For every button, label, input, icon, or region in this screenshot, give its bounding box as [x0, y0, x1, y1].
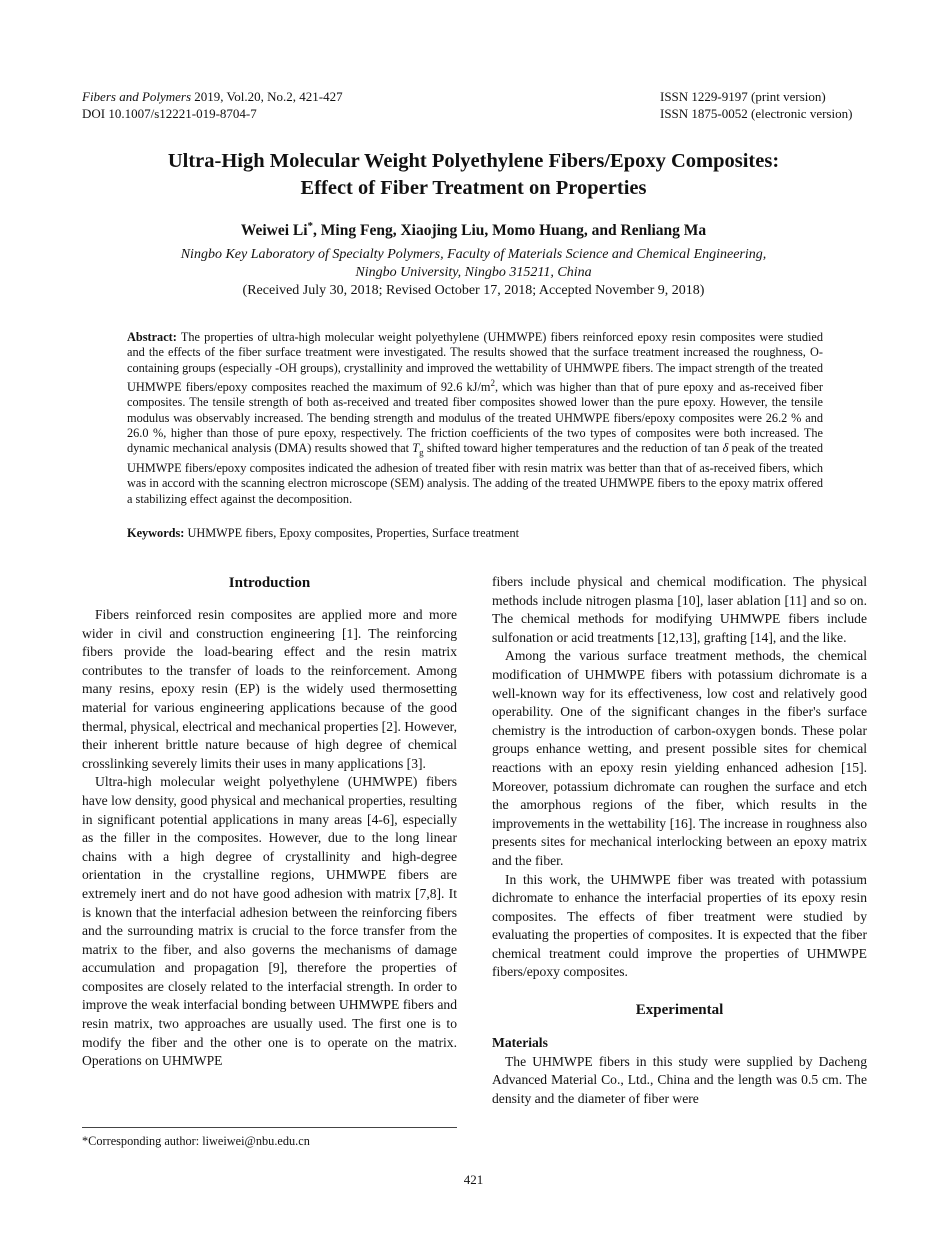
running-header-left [82, 88, 343, 122]
keywords-text: UHMWPE fibers, Epoxy composites, Properties, Surface treatment [184, 526, 520, 540]
abstract-label: Abstract: [127, 330, 177, 344]
footnote-divider [82, 1127, 457, 1128]
corresponding-mark: * [307, 220, 314, 232]
affiliation-line-1: Ningbo Key Laboratory of Specialty Polymers, Faculty of Materials Science and Chemical Engineering, [180, 247, 767, 262]
delta-symbol: δ [722, 441, 729, 456]
intro-paragraph-2: Ultra-high molecular weight polyethylene (UHMWPE) fibers have low density, good physical and mechanical properties, resulting in significant potential applications in many areas [4-6], especially as the filler in the composites. However, due to the long linear chains with a high degree of crystallinity and high-degree orientation in the crystalline regions, UHMWPE fibers are extremely inert and do not have good adhesion with matrix [7,8]. It is known that the interfacial adhesion between the reinforcing fibers and the surrounding matrix is crucial to the force transfer from the matrix to the fiber, and also governs the mechanisms of damage accumulation and propagation [9], therefore the properties of composites are closely related to the interfacial strength. In order to improve the weak interfacial bonding between UHMWPE fibers and resin matrix, two approaches are usually used. The first one is to modify the fiber and the other one is to operate on the matrix. Operations on UHMWPE [82, 774, 457, 1069]
abstract-superscript: 2 [490, 377, 495, 388]
corresponding-author-footnote: *Corresponding author: liweiwei@nbu.edu.cn [82, 1134, 310, 1148]
issn-electronic: ISSN 1875-0052 (electronic version) [660, 106, 853, 121]
intro-paragraph-3: Among the various surface treatment methods, the chemical modification of UHMWPE fibers with potassium dichromate is a well-known way for its effectiveness, low cost and relatively good operability. One of the significant changes in the fiber's surface chemistry is the introduction of carbon-oxygen bonds. These polar groups enhance wetting, and present possible sites for chemical reactions with an epoxy resin yielding enhanced adhesion [15]. Moreover, potassium dichromate can roughen the surface and etch the amorphous regions of the fiber, which results in the improvements in the wettability [16]. The increase in roughness also presents sites for mechanical interlocking between an epoxy matrix and the fiber. [492, 648, 867, 868]
affiliation [0, 246, 947, 300]
abstract-text-3: shifted toward higher temperatures and the reduction of tan [423, 441, 723, 456]
tg-symbol: T [412, 441, 420, 456]
introduction-heading: Introduction [228, 575, 311, 591]
materials-paragraph: The UHMWPE fibers in this study were supplied by Dacheng Advanced Material Co., Ltd., China and the length was 0.5 cm. The density and the diameter of fiber were [492, 1053, 867, 1106]
volume-info: 2019, Vol.20, No.2, 421-427 [191, 89, 343, 104]
running-header-right [660, 88, 852, 122]
intro-paragraph-1: Fibers reinforced resin composites are applied more and more wider in civil and construction engineering [1]. The reinforcing fibers provide the load-bearing effect and the resin matrix contributes to the transfer of loads to the reinforcement. Among many resins, epoxy resin (EP) is the widely used thermosetting material for various engineering applications because of the good thermal, physical, electrical and mechanical properties [2]. However, their inherent brittle nature because of high degree of chemical crosslinking severely limits their uses in many applications [3]. [82, 607, 458, 771]
left-column [82, 573, 457, 1071]
experimental-heading: Experimental [635, 1002, 724, 1019]
keywords [127, 526, 823, 541]
materials-heading: Materials [492, 1035, 548, 1051]
intro-paragraph-4: In this work, the UHMWPE fiber was treated with potassium dichromate to enhance the interfacial properties of its epoxy resin composites. The effects of fiber treatment were studied by evaluating the properties of composites. It is expected that the fiber chemical treatment could improve the properties of UHMWPE fibers/epoxy composites. [492, 871, 867, 980]
abstract-text-4: peak of the treated UHMWPE fibers/epoxy composites indicated the adhesion of treated fiber with resin matrix was better than that of as-received fibers, which was in accord with the scanning electron microscope (SEM) analysis. The adding of the treated UHMWPE fibers to the epoxy matrix offered a stabilizing effect against the decomposition. [127, 441, 823, 506]
journal-name: Fibers and Polymers [82, 89, 192, 104]
corresponding-author: Weiwei Li [240, 222, 308, 240]
intro-paragraph-2-continued: fibers include physical and chemical modification. The physical methods include nitrogen plasma [10], laser ablation [11] and so on. The chemical methods for modifying UHMWPE fibers include sulfonation or acid treatments [12,13], grafting [14], and the like. [492, 574, 867, 645]
page-number: 421 [463, 1172, 484, 1187]
issn-print: ISSN 1229-9197 (print version) [660, 89, 826, 104]
author-list [0, 216, 947, 241]
abstract-text-2: , which was higher than that of pure epoxy and as-received fiber composites. The tensile strength of both as-received and treated fiber composites showed lower than the pure epoxy. However, the tensile modulus was observably increased. The bending strength and modulus of the treated UHMWPE fibers/epoxy composites were 26.2 % and 26.0 %, higher than those of pure epoxy, respectively. The friction coefficients of the two types of composites were both increased. The dynamic mechanical analysis (DMA) results showed that [127, 379, 823, 456]
title-line-2: Effect of Fiber Treatment on Properties [300, 177, 647, 199]
received-dates: (Received July 30, 2018; Revised October 17, 2018; Accepted November 9, 2018) [242, 283, 705, 298]
title-line-1: Ultra-High Molecular Weight Polyethylene Fibers/Epoxy Composites: [167, 150, 780, 172]
other-authors: , Ming Feng, Xiaojing Liu, Momo Huang, and Renliang Ma [313, 222, 707, 240]
citation-line [82, 88, 343, 105]
doi: DOI 10.1007/s12221-019-8704-7 [82, 106, 257, 121]
abstract [127, 330, 823, 507]
right-column [492, 573, 867, 1108]
affiliation-line-2: Ningbo University, Ningbo 315211, China [355, 265, 592, 280]
keywords-label: Keywords: [127, 526, 185, 540]
abstract-text-1: The properties of ultra-high molecular weight polyethylene (UHMWPE) fibers reinforced epoxy resin composites were studied and the effects of the fiber surface treatment were investigated. The results showed that the surface treatment increased the roughness, O-containing groups (especially -OH groups), crystallinity and improved the wettability of UHMWPE fibers. The impact strength of the treated UHMWPE fibers/epoxy composites reached the maximum of 92.6 kJ/m [127, 330, 823, 394]
paper-title [0, 148, 947, 202]
tg-subscript: g [419, 447, 424, 458]
